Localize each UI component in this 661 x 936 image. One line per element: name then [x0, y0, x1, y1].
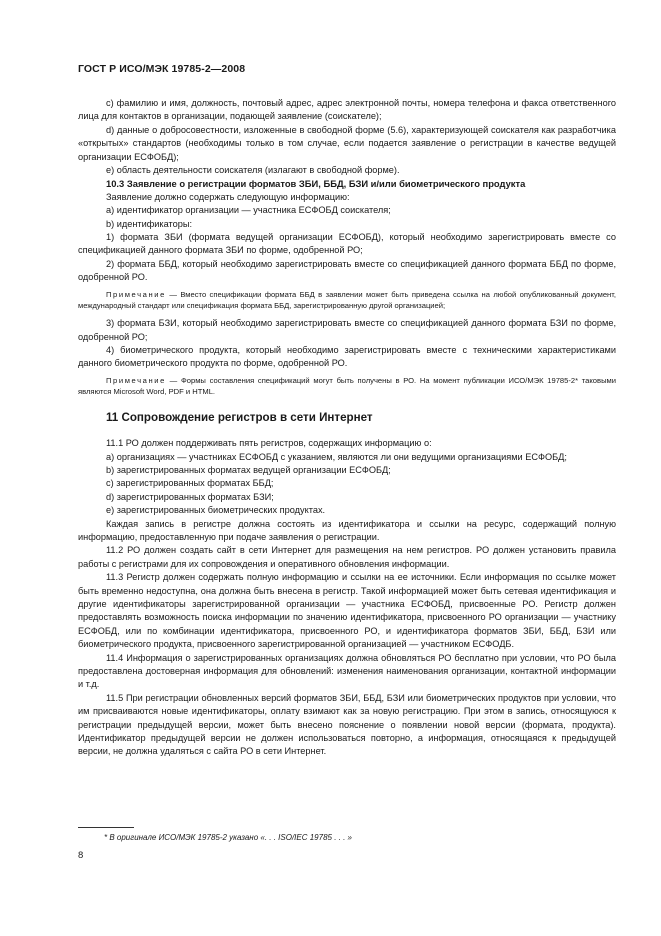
page-header: ГОСТ Р ИСО/МЭК 19785-2—2008: [78, 63, 246, 75]
list-item-a: a) организациях — участниках ЕСФОБД с указанием, являются ли они ведущими организациями ЕСФОБД;: [106, 451, 567, 462]
page-number: 8: [78, 850, 84, 861]
paragraph: Заявление должно содержать следующую информацию:: [106, 191, 350, 202]
list-item-a: a) идентификатор организации — участника ЕСФОБД соискателя;: [106, 205, 391, 216]
note-label: Примечание: [106, 289, 166, 299]
section-heading: 11 Сопровождение регистров в сети Интернет: [106, 411, 373, 425]
note-2: [78, 375, 616, 397]
paragraph-11-5: 11.5 При регистрации обновленных версий форматов ЗБИ, ББД, БЗИ или биометрических продуктов при условии, что им присваиваются новые идентификаторы, оплату взимают как за новую регистрацию. При этом в запись, относящуюся к регистрации предыдущей версии, может быть внесено пояснение о появлении новой версии (формата, продукта). Идентификатор предыдущей версии не должен использоваться повторно, а информация, относящаяся к предыдущей версии, не должна удаляться с сайта РО в сети Интернет.: [78, 692, 616, 757]
note-label: Примечание: [106, 375, 166, 385]
note-text: — Формы составления спецификаций могут быть получены в РО. На момент публикации ИСО/МЭК 19785-2* таковыми являются Microsoft Word, PDF и HTML.: [78, 375, 616, 396]
note-text: — Вместо спецификации формата ББД в заявлении может быть приведена ссылка на любой опубликованный документ, международный стандарт или спецификация формата ББД, зарегистрированную другой организацией;: [78, 289, 616, 310]
paragraph-11-1: 11.1 РО должен поддерживать пять регистров, содержащих информацию о:: [106, 438, 432, 449]
paragraph-11-3: 11.3 Регистр должен содержать полную информацию и ссылки на ее источники. Если информация по ссылке может быть временно недоступна, она должна быть внесена в регистр. Такой информацией может быть сетевая идентификация и другие идентификаторы зарегистрированной организации — участника ЕСФОБД, присвоенные РО. Регистр должен предоставлять возможность поиска информации по значению идентификатора, присвоенного РО организации — участнику ЕСФОБД, или по комбинации идентификатора, присвоенного РО, и идентификатора форматов ЗБИ, ББД, БЗИ или биометрического продукта, присвоенного зарегистрированной организацией — участником ЕСФОДБ.: [78, 572, 616, 650]
list-item-b: b) зарегистрированных форматах ведущей организации ЕСФОБД;: [106, 464, 391, 475]
document-body: [78, 97, 616, 759]
subsection-heading: 10.3 Заявление о регистрации форматов ЗБИ, ББД, БЗИ и/или биометрического продукта: [106, 178, 526, 190]
paragraph-11-4: 11.4 Информация о зарегистрированных организациях должна обновляться РО бесплатно при условии, что РО была предоставлена достоверная информация для обновлений: изменения наименования организации, контактной информации и т.д.: [78, 652, 616, 690]
paragraph: Каждая запись в регистре должна состоять из идентификатора и ссылки на ресурс, содержащий полную информацию, предоставленную при подаче заявления о регистрации.: [78, 518, 616, 542]
list-item-b: b) идентификаторы:: [106, 218, 193, 229]
list-item-c: c) фамилию и имя, должность, почтовый адрес, адрес электронной почты, номера телефона и факса ответственного лица для контактов в организации, подающей заявление (соискателе);: [78, 98, 616, 122]
list-item-e: e) зарегистрированных биометрических продуктах.: [106, 505, 326, 516]
list-item-1: 1) формата ЗБИ (формата ведущей организации ЕСФОБД), который необходимо зарегистрировать вместе со спецификацией данного формата ЗБИ по форме, одобренной РО;: [78, 232, 616, 256]
list-item-3: 3) формата БЗИ, который необходимо зарегистрировать вместе со спецификацией данного формата БЗИ по форме, одобренной РО;: [78, 318, 616, 342]
footnote-divider: [78, 827, 134, 828]
list-item-4: 4) биометрического продукта, который необходимо зарегистрировать вместе с техническими характеристиками данного биометрического продукта по форме, одобренной РО.: [78, 344, 616, 369]
list-item-e: e) область деятельности соискателя (излагают в свободной форме).: [106, 165, 400, 176]
list-item-c: c) зарегистрированных форматах ББД;: [106, 478, 274, 489]
footnote: * В оригинале ИСО/МЭК 19785-2 указано «. . . ISO/IEC 19785 . . . »: [104, 833, 352, 842]
paragraph-11-2: 11.2 РО должен создать сайт в сети Интернет для размещения на нем регистров. РО должен установить правила работы с регистрами для их сопровождения и оперативного обновления информации.: [78, 545, 616, 569]
list-item-d: d) данные о добросовестности, изложенные в свободной форме (5.6), характеризующей соискателя как разработчика «открытых» стандартов (необходимы только в том случае, если подается заявление о регистрации в качестве ведущей организации ЕСФОБД);: [78, 124, 616, 162]
list-item-d: d) зарегистрированных форматах БЗИ;: [106, 491, 274, 502]
list-item-2: 2) формата ББД, который необходимо зарегистрировать вместе со спецификацией данного формата ББД по форме, одобренной РО.: [78, 258, 616, 283]
note-1: [78, 289, 616, 311]
